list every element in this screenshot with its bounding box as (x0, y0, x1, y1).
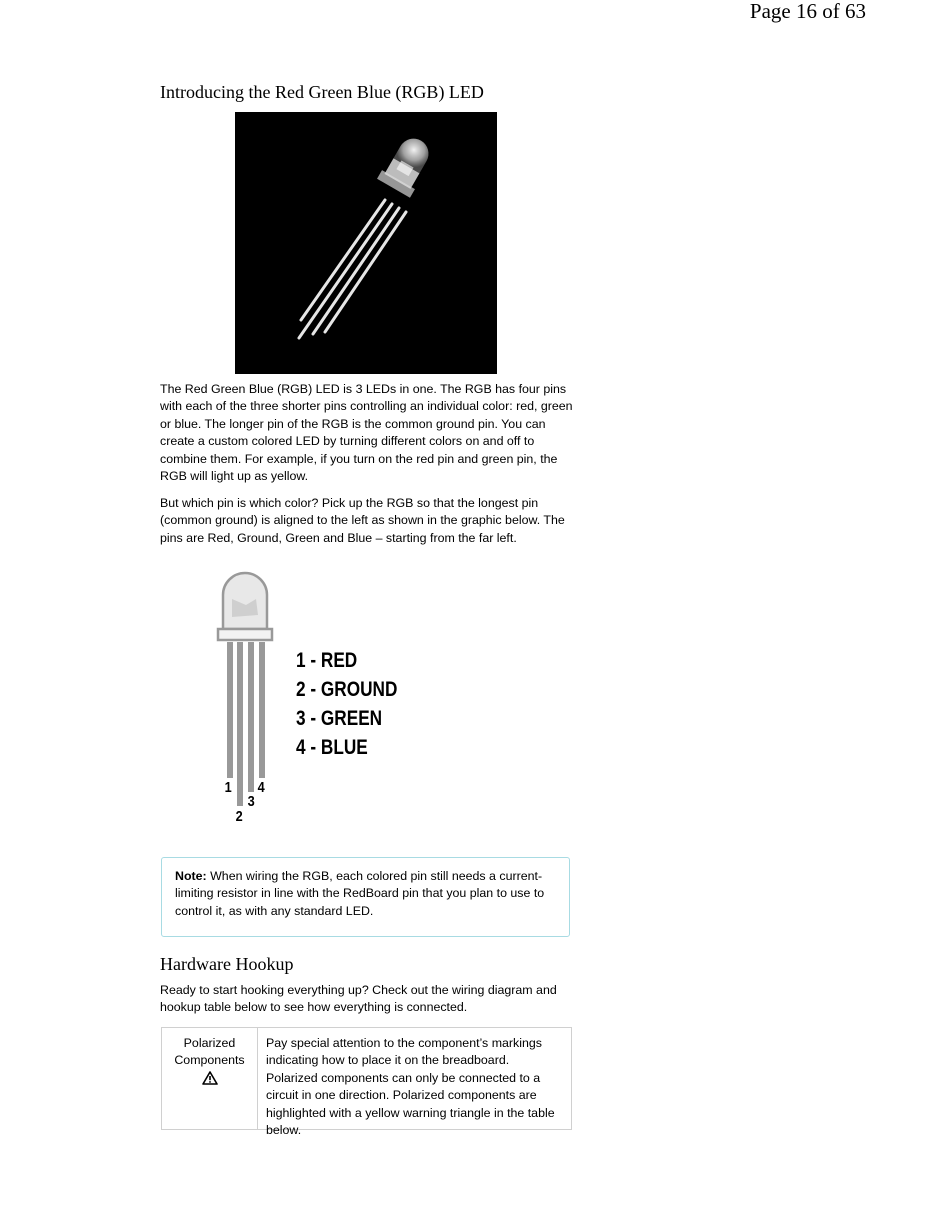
legend-green: 3 - GREEN (296, 707, 383, 730)
warning-triangle-icon (202, 1071, 218, 1085)
pin-orientation-text: But which pin is which color? Pick up the RGB so that the longest pin (common ground) is aligned to the left as shown in the graphic below. The pins are Red, Ground, Green and Blue – starting from the far left. (160, 496, 565, 545)
note-label: Note: (175, 869, 207, 883)
page-number: Page 16 of 63 (749, 0, 866, 23)
table-cell-label (162, 1028, 258, 1129)
rgb-led-photo (235, 112, 497, 374)
table-cell-description: Pay special attention to the component’s markings indicating how to place it on the breadboard. Polarized components can only be connected to a circuit in one direction. Polarized components are highlighted with a yellow warning triangle in the table below. (266, 1036, 555, 1138)
legend-blue: 4 - BLUE (296, 736, 368, 759)
section-title-rgb: Introducing the Red Green Blue (RGB) LED (160, 82, 484, 102)
rgb-description: The Red Green Blue (RGB) LED is 3 LEDs in one. The RGB has four pins with each of the three shorter pins controlling an individual color: red, green or blue. The longer pin of the RGB is the common ground pin. You can create a custom colored LED by turning different colors on and off to combine them. For example, if you turn on the red pin and green pin, the RGB will light up as yellow. (160, 382, 573, 484)
note-box (161, 857, 570, 937)
pin-legend (296, 646, 420, 762)
polarized-label: Polarized Components (174, 1036, 245, 1068)
legend-ground: 2 - GROUND (296, 678, 398, 701)
pin-label-4: 4 (257, 779, 265, 796)
pin-label-3: 3 (247, 793, 255, 810)
section-title-hardware-hookup: Hardware Hookup (160, 954, 294, 974)
pin-label-1: 1 (224, 779, 232, 796)
legend-red: 1 - RED (296, 649, 358, 672)
polarized-components-table (161, 1027, 572, 1138)
hookup-intro: Ready to start hooking everything up? Check out the wiring diagram and hookup table below to see how everything is connected. (160, 983, 557, 1015)
note-text: When wiring the RGB, each colored pin still needs a current-limiting resistor in line with the RedBoard pin that you plan to use to control it, as with any standard LED. (175, 869, 545, 918)
pin-label-2: 2 (235, 808, 243, 825)
